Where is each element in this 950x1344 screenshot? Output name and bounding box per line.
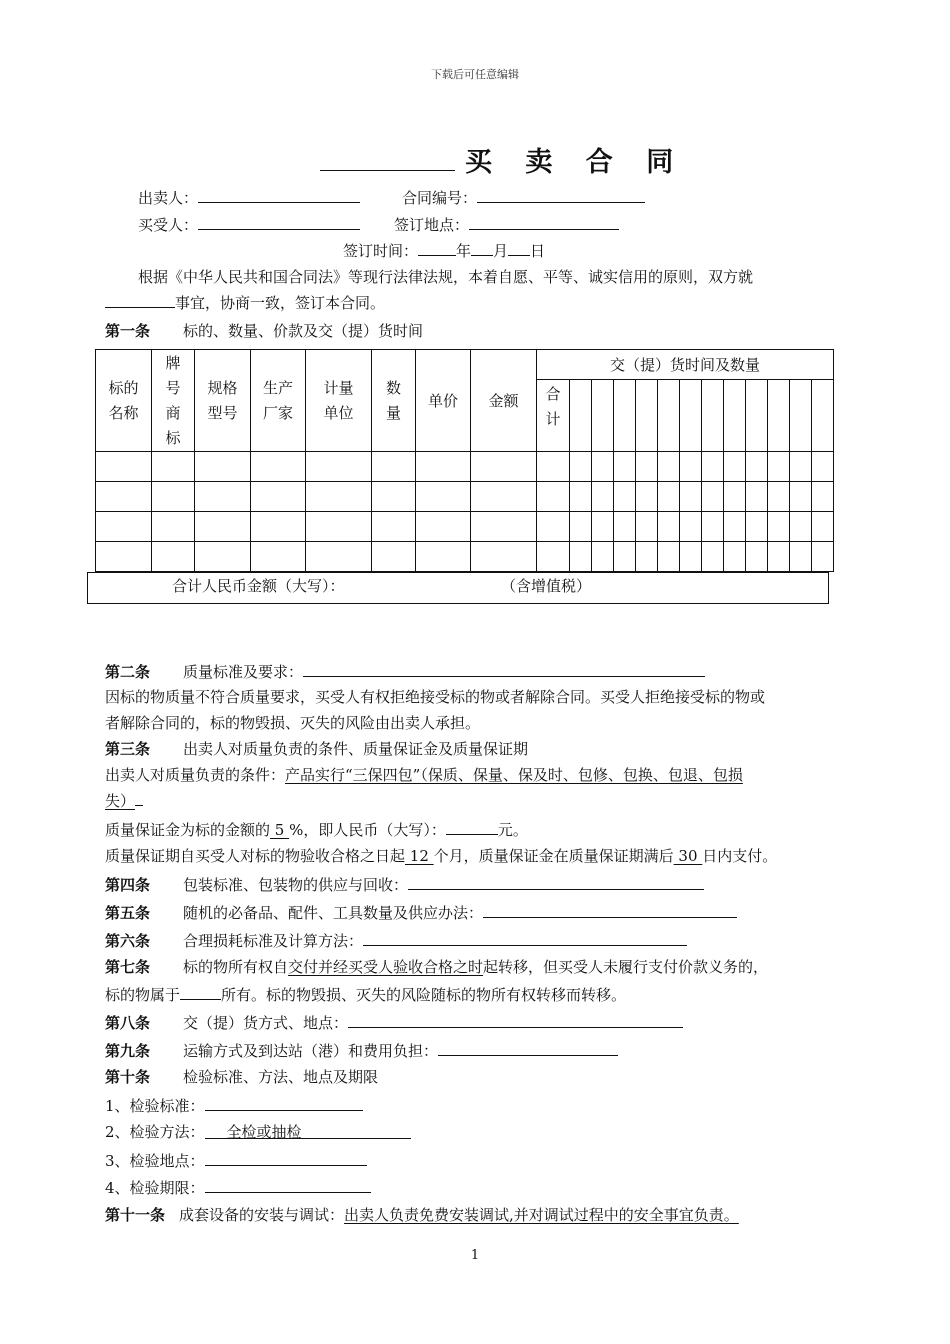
inspection-place-field[interactable] [205, 1149, 367, 1166]
article-11 [105, 1204, 739, 1225]
accessories-field[interactable] [483, 901, 737, 918]
article-1-text: 标的、数量、价款及交（提）货时间 [183, 322, 424, 340]
period-pre: 质量保证期自买受人对标的物验收合格之日起 [105, 847, 406, 865]
article-10-no: 第十条 [105, 1068, 151, 1086]
inspection-standard-line [105, 1094, 363, 1116]
article-9-text: 运输方式及到达站（港）和费用负担： [183, 1042, 439, 1060]
day-field[interactable] [508, 239, 530, 256]
loss-standard-field[interactable] [363, 929, 687, 946]
title-blank [320, 142, 455, 171]
article-9 [105, 1039, 618, 1061]
preamble-line2-text: 事宜，协商一致，签订本合同。 [175, 294, 386, 312]
contract-no-line [402, 186, 645, 208]
seller-field[interactable] [198, 186, 360, 203]
sign-time-label: 签订时间： [343, 242, 419, 260]
article-6-no: 第六条 [105, 932, 151, 950]
title-text: 买 卖 合 同 [465, 147, 686, 178]
article-3-no: 第三条 [105, 740, 151, 758]
quality-condition-line2 [105, 790, 143, 811]
buyer-label: 买受人： [138, 216, 199, 234]
article-7-no: 第七条 [105, 958, 151, 976]
preamble-line1: 根据《中华人民共和国合同法》等现行法律法规，本着自愿、平等、诚实信用的原则，双方就 [138, 268, 754, 286]
deposit-pre: 质量保证金为标的金额的 [105, 821, 271, 839]
article-4-no: 第四条 [105, 876, 151, 894]
header-spec: 规格 型号 [195, 350, 251, 452]
article-1-no: 第一条 [105, 322, 151, 340]
table-row[interactable] [96, 452, 834, 482]
contract-no-label: 合同编号： [402, 189, 478, 207]
table-row[interactable] [96, 482, 834, 512]
article-8-no: 第八条 [105, 1014, 151, 1032]
document-title [320, 140, 685, 179]
inspection-period-field[interactable] [205, 1176, 371, 1193]
article-4 [105, 873, 704, 895]
inspection-method-line [105, 1121, 411, 1142]
header-amount: 金额 [471, 350, 537, 452]
quality-standard-field[interactable] [303, 660, 705, 677]
article-2-p2: 者解除合同的，标的物毁损、灭失的风险由出卖人承担。 [105, 714, 481, 732]
transport-field[interactable] [438, 1039, 618, 1056]
header-price: 单价 [416, 350, 471, 452]
article-3 [105, 738, 528, 759]
article-6-text: 合理损耗标准及计算方法： [183, 932, 364, 950]
header-brand: 牌 号 商 标 [152, 350, 195, 452]
header-unit: 计量 单位 [306, 350, 372, 452]
ownership-holder-field[interactable] [180, 983, 221, 1000]
tax-note: （含增值税） [501, 577, 592, 595]
article-1 [105, 320, 423, 341]
article-7-line2-pre: 标的物属于 [105, 986, 181, 1004]
deposit-amount-field[interactable] [446, 818, 498, 835]
installation-value[interactable]: 出卖人负责免费安装调试,并对调试过程中的安全事宜负责。 [344, 1206, 739, 1224]
sign-place-field[interactable] [469, 213, 619, 230]
table-row[interactable] [96, 512, 834, 542]
article-7-pre: 标的物所有权自 [183, 958, 289, 976]
subject-field[interactable] [105, 291, 175, 308]
goods-table [95, 349, 834, 572]
article-5 [105, 901, 737, 923]
year-label: 年 [456, 242, 472, 260]
article-2-no: 第二条 [105, 663, 151, 681]
buyer-line [138, 213, 360, 235]
header-subtotal: 合 计 [537, 380, 570, 452]
inspection-place-label: 3、检验地点： [105, 1152, 205, 1170]
page-number: 1 [470, 1248, 480, 1263]
deposit-percent[interactable]: 5 [270, 821, 290, 839]
ownership-transfer-value[interactable]: 交付并经买受人验收合格之时 [288, 958, 484, 976]
inspection-place-line [105, 1149, 367, 1171]
warranty-period-line [105, 845, 777, 866]
inspection-method-label: 2、检验方法： [105, 1123, 205, 1141]
deposit-line [105, 818, 528, 840]
quality-condition-line [105, 764, 743, 785]
table-row[interactable] [96, 542, 834, 572]
article-2 [105, 660, 705, 682]
inspection-standard-label: 1、检验标准： [105, 1097, 205, 1115]
article-10 [105, 1066, 378, 1087]
total-amount-row[interactable] [87, 572, 829, 604]
article-7 [105, 956, 768, 977]
inspection-standard-field[interactable] [205, 1094, 363, 1111]
article-2-p1: 因标的物质量不符合质量要求，买受人有权拒绝接受标的物或者解除合同。买受人拒绝接受标的物或 [105, 688, 766, 706]
seller-line [138, 186, 360, 208]
period-mid: 个月，质量保证金在质量保证期满后 [433, 847, 674, 865]
contract-no-field[interactable] [477, 186, 645, 203]
header-item-name: 标的 名称 [96, 350, 152, 452]
sign-time-line [343, 239, 545, 261]
article-11-text: 成套设备的安装与调试： [179, 1206, 345, 1224]
article-7-post: 起转移，但买受人未履行支付价款义务的， [483, 958, 769, 976]
day-label: 日 [530, 242, 546, 260]
article-6 [105, 929, 687, 951]
seller-label: 出卖人： [138, 189, 199, 207]
period-months[interactable]: 12 [405, 847, 434, 865]
deposit-post: 元。 [497, 821, 528, 839]
delivery-method-field[interactable] [348, 1011, 683, 1028]
article-5-no: 第五条 [105, 904, 151, 922]
buyer-field[interactable] [198, 213, 360, 230]
article-10-text: 检验标准、方法、地点及期限 [183, 1068, 379, 1086]
packaging-field[interactable] [408, 873, 704, 890]
preamble-line2 [105, 291, 385, 313]
article-5-text: 随机的必备品、配件、工具数量及供应办法： [183, 904, 484, 922]
sign-place-line [394, 213, 619, 235]
article-11-no: 第十一条 [105, 1206, 166, 1224]
article-2-text: 质量标准及要求： [183, 663, 304, 681]
quality-condition-value[interactable]: 产品实行“三保四包”（保质、保量、保及时、包修、包换、包退、包损 [285, 766, 743, 784]
period-days[interactable]: 30 [673, 847, 703, 865]
header-qty: 数 量 [372, 350, 416, 452]
sign-place-label: 签订地点： [394, 216, 470, 234]
quality-condition-value2[interactable]: 失） [105, 792, 136, 810]
total-label: 合计人民币金额（大写）： [172, 577, 345, 595]
deposit-mid: %，即人民币（大写）： [289, 821, 446, 839]
inspection-method-field[interactable]: 全检或抽检 [205, 1121, 411, 1139]
article-8 [105, 1011, 683, 1033]
month-label: 月 [493, 242, 509, 260]
header-delivery: 交（提）货时间及数量 [537, 350, 834, 380]
month-field[interactable] [471, 239, 493, 256]
article-7-line2-post: 所有。标的物毁损、灭失的风险随标的物所有权转移而转移。 [221, 986, 627, 1004]
article-8-text: 交（提）货方式、地点： [183, 1014, 349, 1032]
quality-condition-label: 出卖人对质量负责的条件： [105, 766, 286, 784]
period-post: 日内支付。 [702, 847, 778, 865]
article-4-text: 包装标准、包装物的供应与回收： [183, 876, 409, 894]
inspection-period-label: 4、检验期限： [105, 1179, 205, 1197]
article-3-text: 出卖人对质量负责的条件、质量保证金及质量保证期 [183, 740, 529, 758]
article-9-no: 第九条 [105, 1042, 151, 1060]
article-7-line2 [105, 983, 626, 1005]
inspection-period-line [105, 1176, 371, 1198]
page-header: 下载后可任意编辑 [431, 68, 519, 81]
year-field[interactable] [418, 239, 456, 256]
header-maker: 生产 厂家 [251, 350, 306, 452]
